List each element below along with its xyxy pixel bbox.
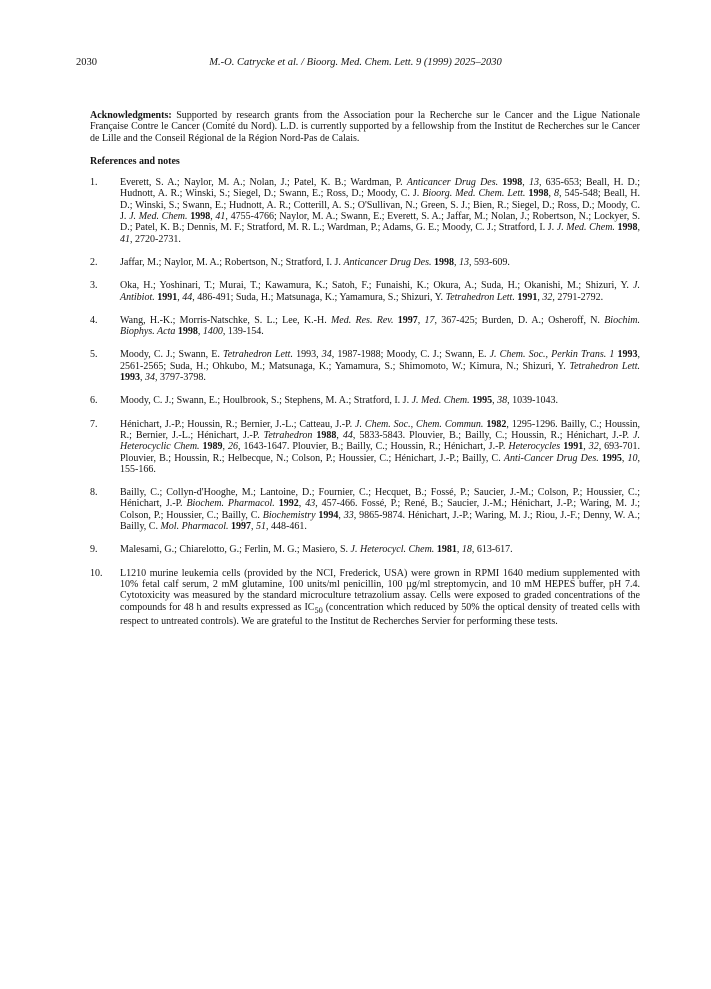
- page-body: [90, 110, 640, 639]
- reference-text: Jaffar, M.; Naylor, M. A.; Robertson, N.; Stratford, I. J. Anticancer Drug Des. 1998, 13, 593-609.: [120, 256, 510, 268]
- reference-number: 2.: [90, 256, 98, 268]
- reference-number: 6.: [90, 395, 98, 407]
- running-head: M.-O. Catrycke et al. / Bioorg. Med. Chem. Lett. 9 (1999) 2025–2030: [209, 57, 502, 68]
- reference-number: 8.: [90, 487, 98, 499]
- reference-item: [90, 487, 640, 532]
- reference-text: Moody, C. J.; Swann, E. Tetrahedron Lett. 1993, 34, 1987-1988; Moody, C. J.; Swann, E. J. Chem. Soc., Perkin Trans. 1 1993, 2561-2565; Suda, H.; Ohkubo, M.; Matsunaga, K.; Yamamura, S.; Shimomoto, W.; Kimura, N.; Shizuri, Y. Tetrahedron Lett. 1993, 34, 3797-3798.: [120, 349, 640, 384]
- reference-item: [90, 280, 640, 303]
- reference-number: 10.: [90, 567, 103, 579]
- reference-item: [90, 349, 640, 383]
- reference-text: Oka, H.; Yoshinari, T.; Murai, T.; Kawamura, K.; Satoh, F.; Funaishi, K.; Okura, A.; Suda, H.; Okanishi, M.; Shizuri, Y. J. Antibiot. 1991, 44, 486-491; Suda, H.; Matsunaga, K.; Yamamura, S.; Shizuri, Y. Tetrahedron Lett. 1991, 32, 2791-2792.: [120, 280, 640, 303]
- reference-text: Everett, S. A.; Naylor, M. A.; Nolan, J.; Patel, K. B.; Wardman, P. Anticancer Drug Des. 1998, 13, 635-653; Beall, H. D.; Hudnott, A. R.; Winski, S.; Siegel, D.; Swann, E.; Ross, D.; Moody, C. J. Bioorg. Med. Chem. Lett. 1998, 8, 545-548; Beall, H. D.; Winski, S.; Swann, E.; Hudnott, A. R.; Cotterill, A. S.; O'Sullivan, N.; Green, S. J.; Bien, R.; Siegel, D.; Ross, D.; Moody, C. J. J. Med. Chem. 1998, 41, 4755-4766; Naylor, M. A.; Swann, E.; Everett, S. A.; Jaffar, M.; Nolan, J.; Robertson, N.; Lockyer, S. D.; Patel, K. B.; Dennis, M. F.; Stratford, M. R. L.; Wardman, P.; Adams, G. E.; Moody, C. J.; Stratford, I. J. J. Med. Chem. 1998, 41, 2720-2731.: [120, 177, 641, 245]
- reference-text: Bailly, C.; Collyn-d'Hooghe, M.; Lantoine, D.; Fournier, C.; Hecquet, B.; Fossé, P.; Saucier, J.-M.; Colson, P.; Houssier, C.; Hénichart, J.-P. Biochem. Pharmacol. 1992, 43, 457-466. Fossé, P.; René, B.; Saucier, J.-M.; Hénichart, J.-P.; Waring, M. J.; Colson, P.; Houssier, C.; Bailly, C. Biochemistry 1994, 33, 9865-9874. Hénichart, J.-P.; Waring, M. J.; Riou, J.-F.; Denny, W. A.; Bailly, C. Mol. Pharmacol. 1997, 51, 448-461.: [120, 487, 641, 533]
- reference-item: [90, 257, 640, 268]
- page-number: 2030: [76, 57, 97, 68]
- reference-number: 7.: [90, 418, 98, 430]
- reference-number: 5.: [90, 349, 98, 361]
- reference-number: 3.: [90, 280, 98, 292]
- page-header: [76, 57, 635, 73]
- reference-item: [90, 395, 640, 406]
- references-list: [90, 177, 640, 627]
- reference-number: 1.: [90, 177, 98, 189]
- reference-text: L1210 murine leukemia cells (provided by the NCI, Frederick, USA) were grown in RPMI 1640 medium supplemented with 10% fetal calf serum, 2 mM glutamine, 100 units/ml penicillin, 100 µg/ml streptomycin, and 10 mM HEPES buffer, pH 7.4. Cytotoxicity was measured by the standard microculture tetrazolium assay. Cells were exposed to graded concentrations of the compounds for 48 h and results expressed as $IC_{50}$ (concentration which reduced by 50% the optical density of treated cells with respect to untreated controls). We are grateful to the Institut de Recherches Servier for performing these tests.: [120, 567, 640, 627]
- reference-item: [90, 315, 640, 338]
- acknowledgments-text: Supported by research grants from the Association pour la Recherche sur le Cancer and the Ligue Nationale Française Contre le Cancer (Comité du Nord). L.D. is currently supported by a fellowship from the Institut de Recherches sur le Cancer de Lille and the Conseil Régional de la Région Nord-Pas de Calais.: [90, 110, 640, 144]
- reference-item: [90, 419, 640, 475]
- reference-text: Wang, H.-K.; Morris-Natschke, S. L.; Lee, K.-H. Med. Res. Rev. 1997, 17, 367-425; Burden, D. A.; Osheroff, N. Biochim. Biophys. Acta 1998, 1400, 139-154.: [120, 314, 641, 338]
- reference-item: [90, 544, 640, 555]
- acknowledgments-label: Acknowledgments:: [90, 110, 172, 121]
- reference-item: [90, 568, 640, 627]
- acknowledgments-paragraph: [90, 110, 640, 144]
- reference-text: Hénichart, J.-P.; Houssin, R.; Bernier, J.-L.; Catteau, J.-P. J. Chem. Soc., Chem. Commun. 1982, 1295-1296. Bailly, C.; Houssin, R.; Bernier, J.-L.; Hénichart, J.-P. Tetrahedron 1988, 44, 5833-5843. Plouvier, B.; Bailly, C.; Houssin, R.; Hénichart, J.-P. J. Heterocyclic Chem. 1989, 26, 1643-1647. Plouvier, B.; Bailly, C.; Houssin, R.; Hénichart, J.-P. Heterocycles 1991, 32, 693-701. Plouvier, B.; Houssin, R.; Helbecque, N.; Colson, P.; Houssier, C.; Hénichart, J.-P.; Bailly, C. Anti-Cancer Drug Des. 1995, 10, 155-166.: [120, 418, 641, 475]
- references-heading: References and notes: [90, 155, 180, 167]
- reference-item: [90, 177, 640, 245]
- reference-text: Malesami, G.; Chiarelotto, G.; Ferlin, M. G.; Masiero, S. J. Heterocycl. Chem. 1981, 18, 613-617.: [120, 544, 513, 556]
- reference-number: 9.: [90, 544, 98, 556]
- reference-number: 4.: [90, 314, 98, 326]
- reference-text: Moody, C. J.; Swann, E.; Houlbrook, S.; Stephens, M. A.; Stratford, I. J. J. Med. Chem. 1995, 38, 1039-1043.: [120, 395, 558, 407]
